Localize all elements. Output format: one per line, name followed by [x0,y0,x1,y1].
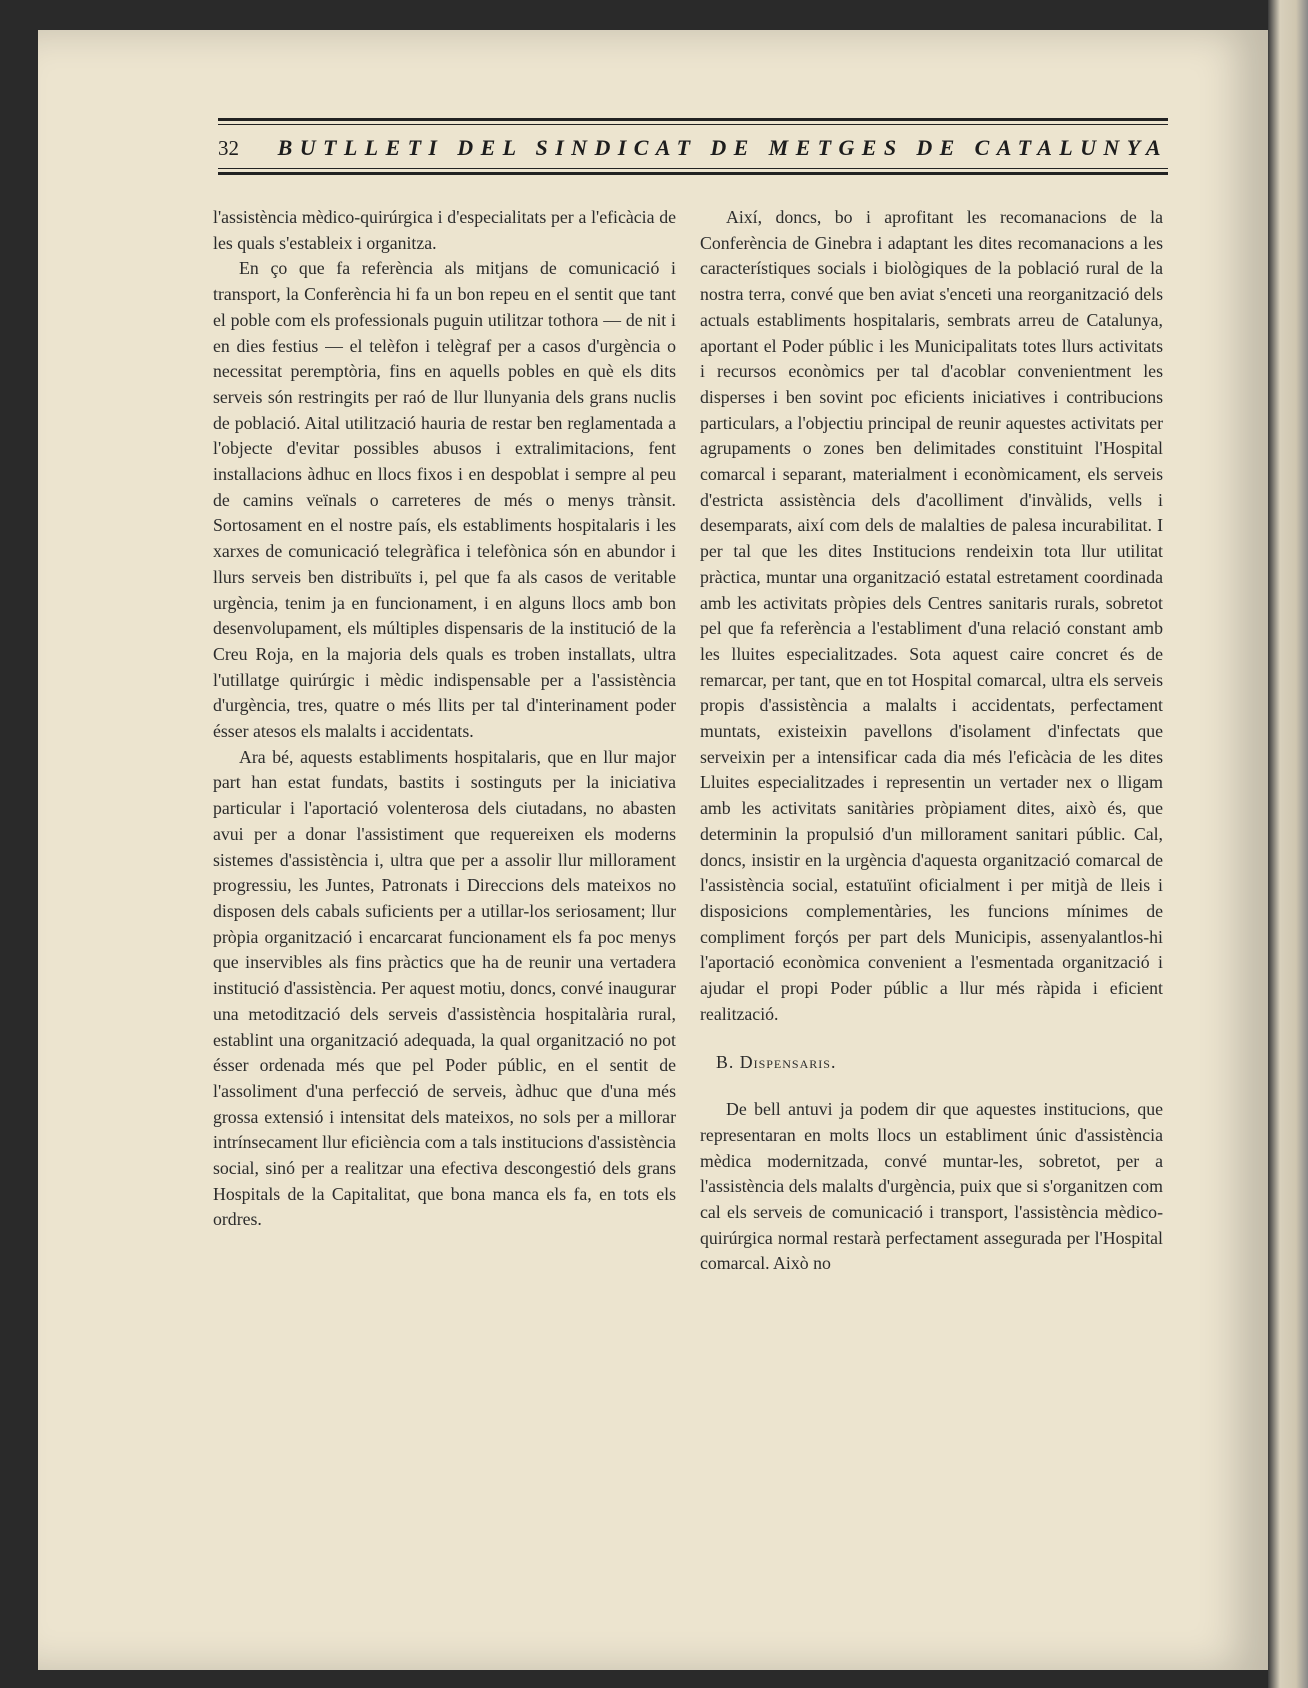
right-column [700,205,1163,1277]
header-rule-bottom [218,172,1168,175]
header-row [218,132,1168,164]
header-rule-top [218,118,1168,121]
header-rule-top-thin [218,124,1168,125]
journal-title: BUTLLETI DEL SINDICAT DE METGES DE CATALUNYA [277,135,1168,160]
paragraph: Així, doncs, bo i aprofitant les recomanacions de la Conferència de Ginebra i adaptant les dites recomanacions a les característiques socials i biològiques de la població rural de la nostra terra, convé que ben aviat s'enceti una reorganització dels actuals establiments hospitalaris, sembrats arreu de Catalunya, aportant el Poder públic i les Municipalitats totes llurs activitats i recursos econòmics per tal d'acoblar convenientment les disperses i ben sovint poc eficients iniciatives i contribucions particulars, a l'objectiu principal de reunir aquestes activitats per agrupaments o zones ben delimitades constituint l'Hospital comarcal i separant, materialment i econòmicament, els serveis d'estricta assistència dels d'acolliment d'invàlids, vells i desemparats, així com dels de malalties de palesa incurabilitat. I per tal que les dites Institucions rendeixin tota llur utilitat pràctica, muntar una organització estatal estretament coordinada amb les activitats pròpies dels Centres sanitaris rurals, sobretot pel que fa referència a l'establiment d'una relació constant amb les lluites especialitzades. Sota aquest caire concret és de remarcar, per tant, que en tot Hospital comarcal, ultra els serveis propis d'assistència a malalts i accidentats, perfectament muntats, existeixin pavellons d'isolament d'infectats que serveixin per a intensificar cada dia més l'eficàcia de les dites Lluites especialitzades i representin un vertader nex o lligam amb les activitats sanitàries pròpiament dites, això és, que determinin la propulsió d'un millorament sanitari públic. Cal, doncs, insistir en la urgència d'aquesta organització comarcal de l'assistència social, estatuïint oficialment i per mitjà de lleis i disposicions complementàries, les funcions mínimes de compliment forçós per part dels Municipis, assenyalantlos-hi l'aportació econòmica convenient a l'esmentada organització i ajudar el propi Poder públic a llur més ràpida i eficient realització. [700,207,1163,1024]
page-number: 32 [218,135,239,160]
section-heading: B. Dispensaris. [716,1051,837,1072]
header-rule-bottom-thin [218,168,1168,169]
paragraph: Ara bé, aquests establiments hospitalaris, que en llur major part han estat fundats, bastits i sostinguts per la iniciativa particular i l'aportació volenterosa dels ciutadans, no abasten avui per a donar l'assistiment que requereixen els moderns sistemes d'assistència i, ultra que per a assolir llur millorament progressiu, les Juntes, Patronats i Direccions dels mateixos no disposen dels cabals suficients per a utillar-los seriosament; llur pròpia organització i encarcarat funcionament els fa poc menys que inservibles als fins pràctics que ha de reunir una vertadera institució d'assistència. Per aquest motiu, doncs, convé inaugurar una metodització dels serveis d'assistència hospitalària rural, establint una organització adequada, la qual organització no pot ésser ordenada més que pel Poder públic, en el sentit de l'assoliment d'una perfecció de serveis, àdhuc que d'una més grossa extensió i intensitat dels mateixos, no sols per a millorar intrínsecament llur eficiència com a tals institucions d'assistència social, sinó per a realitzar una efectiva descongestió dels grans Hospitals de la Capitalitat, que bona manca els fa, en tots els ordres. [213,746,676,1230]
paragraph: l'assistència mèdico-quirúrgica i d'especialitats per a l'eficàcia de les quals s'estableix i organitza. [213,207,676,253]
book-spine-edge [1268,0,1308,1688]
paragraph: En ço que fa referència als mitjans de comunicació i transport, la Conferència hi fa un bon repeu en el sentit que tant el poble com els professionals puguin utilitzar tothora — de nit i en dies festius — el telèfon i telègraf per a casos d'urgència o necessitat peremptòria, fins en aquells pobles en què els dits serveis són restringits per raó de llur llunyania dels grans nuclis de població. Aital utilització hauria de restar ben reglamentada a l'objecte d'evitar possibles abusos i extralimitacions, fent installacions àdhuc en llocs fixos i en despoblat i sempre al peu de camins veïnals o carreteres de més o menys trànsit. Sortosament en el nostre país, els establiments hospitalaris i les xarxes de comunicació telegràfica i telefònica són en abundor i llurs serveis ben distribuïts i, pel que fa als casos de veritable urgència, tenim ja en funcionament, i en alguns llocs amb bon desenvolupament, els múltiples dispensaris de la institució de la Creu Roja, en la majoria dels quals es troben installats, ultra l'utillatge quirúrgic i mèdic indispensable per a l'assistència d'urgència, tres, quatre o més llits per tal d'interinament poder ésser atesos els malalts i accidentats. [213,258,676,742]
paragraph: De bell antuvi ja podem dir que aquestes institucions, que representaran en molts llocs un establiment únic d'assistència mèdica modernitzada, convé muntar-les, sobretot, per a l'assistència dels malalts d'urgència, puix que si s'organitzen com cal els serveis de comunicació i transport, l'assistència mèdico-quirúrgica normal restarà perfectament assegurada per l'Hospital comarcal. Això no [700,1099,1163,1274]
left-column [213,205,676,1233]
running-header [218,118,1168,180]
